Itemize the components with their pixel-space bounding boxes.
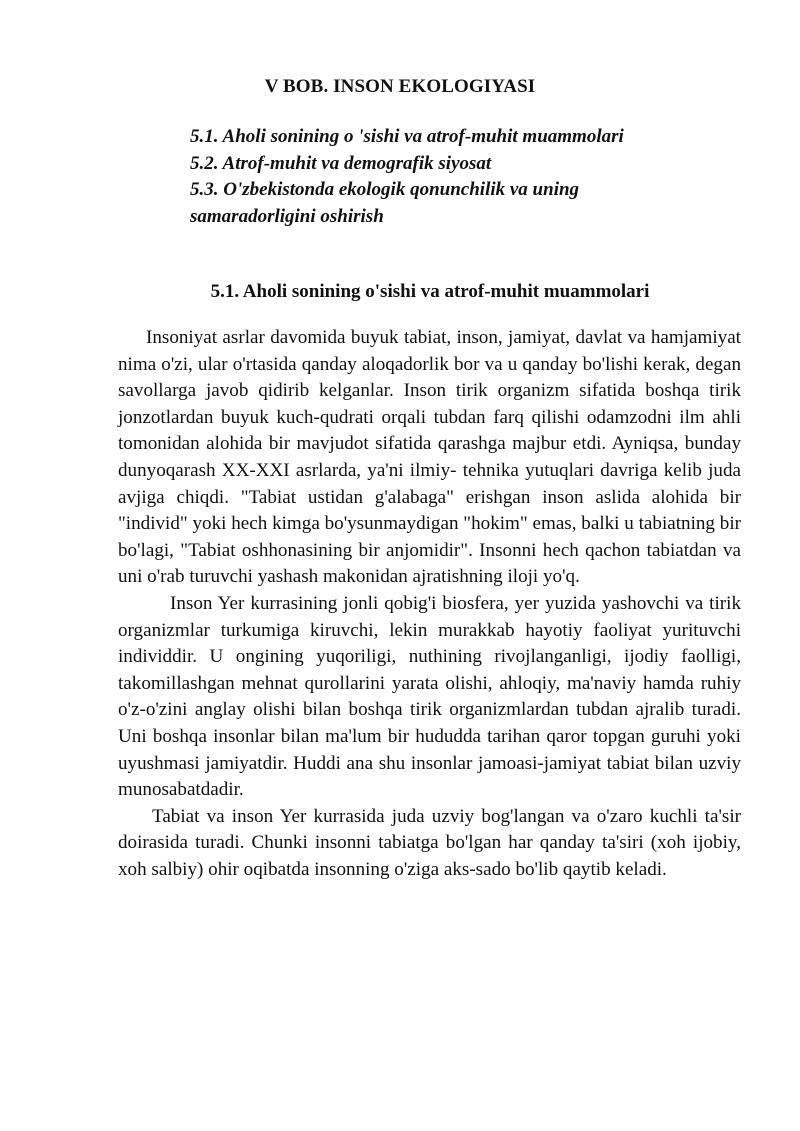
toc-item-5-2: 5.2. Atrof-muhit va demografik siyosat — [190, 152, 492, 174]
table-of-contents — [190, 124, 650, 230]
chapter-title: V BOB. INSON EKOLOGIYASI — [264, 76, 536, 97]
paragraph-1: Insoniyat asrlar davomida buyuk tabiat, inson, jamiyat, davlat va hamjamiyat nima o'zi, ular o'rtasida qanday aloqadorlik bor va u qanday bo'lishi kerak, degan savollarga javob qidirib kelganlar. Inson tirik organizm sifatida boshqa tirik jonzotlardan buyuk kuch-qudrati orqali tubdan farq qilishi odamzodni ilm ahli tomonidan alohida bir mavjudot sifatida qarashga majbur etdi. Ayniqsa, bunday dunyoqarash XX-XXI asrlarda, ya'ni ilmiy- tehnika yutuqlari davriga kelib juda avjiga chiqdi. "Tabiat ustidan g'alabaga" erishgan inson aslida alohida bir "individ" yoki hech kimga bo'ysunmaydigan "hokim" emas, balki u tabiatning bir bo'lagi, "Tabiat oshhonasining bir anjomidir". Insonni hech qachon tabiatdan va uni o'rab turuvchi yashash makonidan ajratishning iloji yo'q. — [118, 327, 741, 588]
body-text — [118, 325, 741, 883]
toc-item-5-3: 5.3. O'zbekistonda ekologik qonunchilik va uning samaradorligini oshirish — [190, 179, 580, 227]
paragraph-2: Inson Yer kurrasining jonli qobig'i biosfera, yer yuzida yashovchi va tirik organizmlar turkumiga kiruvchi, lekin murakkab hayotiy faoliyat yurituvchi individdir. U ongining yuqoriligi, nuthining rivojlanganligi, ijodiy faolligi, takomillashgan mehnat qurollarini yarata olishi, ahloqiy, ma'naviy hamda ruhiy o'z-o'zini anglay olishi bilan boshqa tirik organizmlardan tubdan ajralib turadi. Uni boshqa insonlar bilan ma'lum bir hududda tarihan qaror topgan guruhi yoki uyushmasi jamiyatdir. Huddi ana shu insonlar jamoasi-jamiyat tabiat bilan uzviy munosabatdadir. — [118, 592, 741, 801]
section-title: 5.1. Aholi sonining o'sishi va atrof-muhit muammolari — [210, 281, 650, 302]
toc-item-5-1: 5.1. Aholi sonining o 'sishi va atrof-muhit muammolari — [190, 126, 624, 147]
paragraph-3: Tabiat va inson Yer kurrasida juda uzviy bog'langan va o'zaro kuchli ta'sir doirasida turadi. Chunki insonni tabiatga bo'lgan har qanday ta'siri (xoh ijobiy, xoh salbiy) ohir oqibatda insonning o'ziga aks-sado bo'lib qaytib keladi. — [118, 805, 741, 880]
